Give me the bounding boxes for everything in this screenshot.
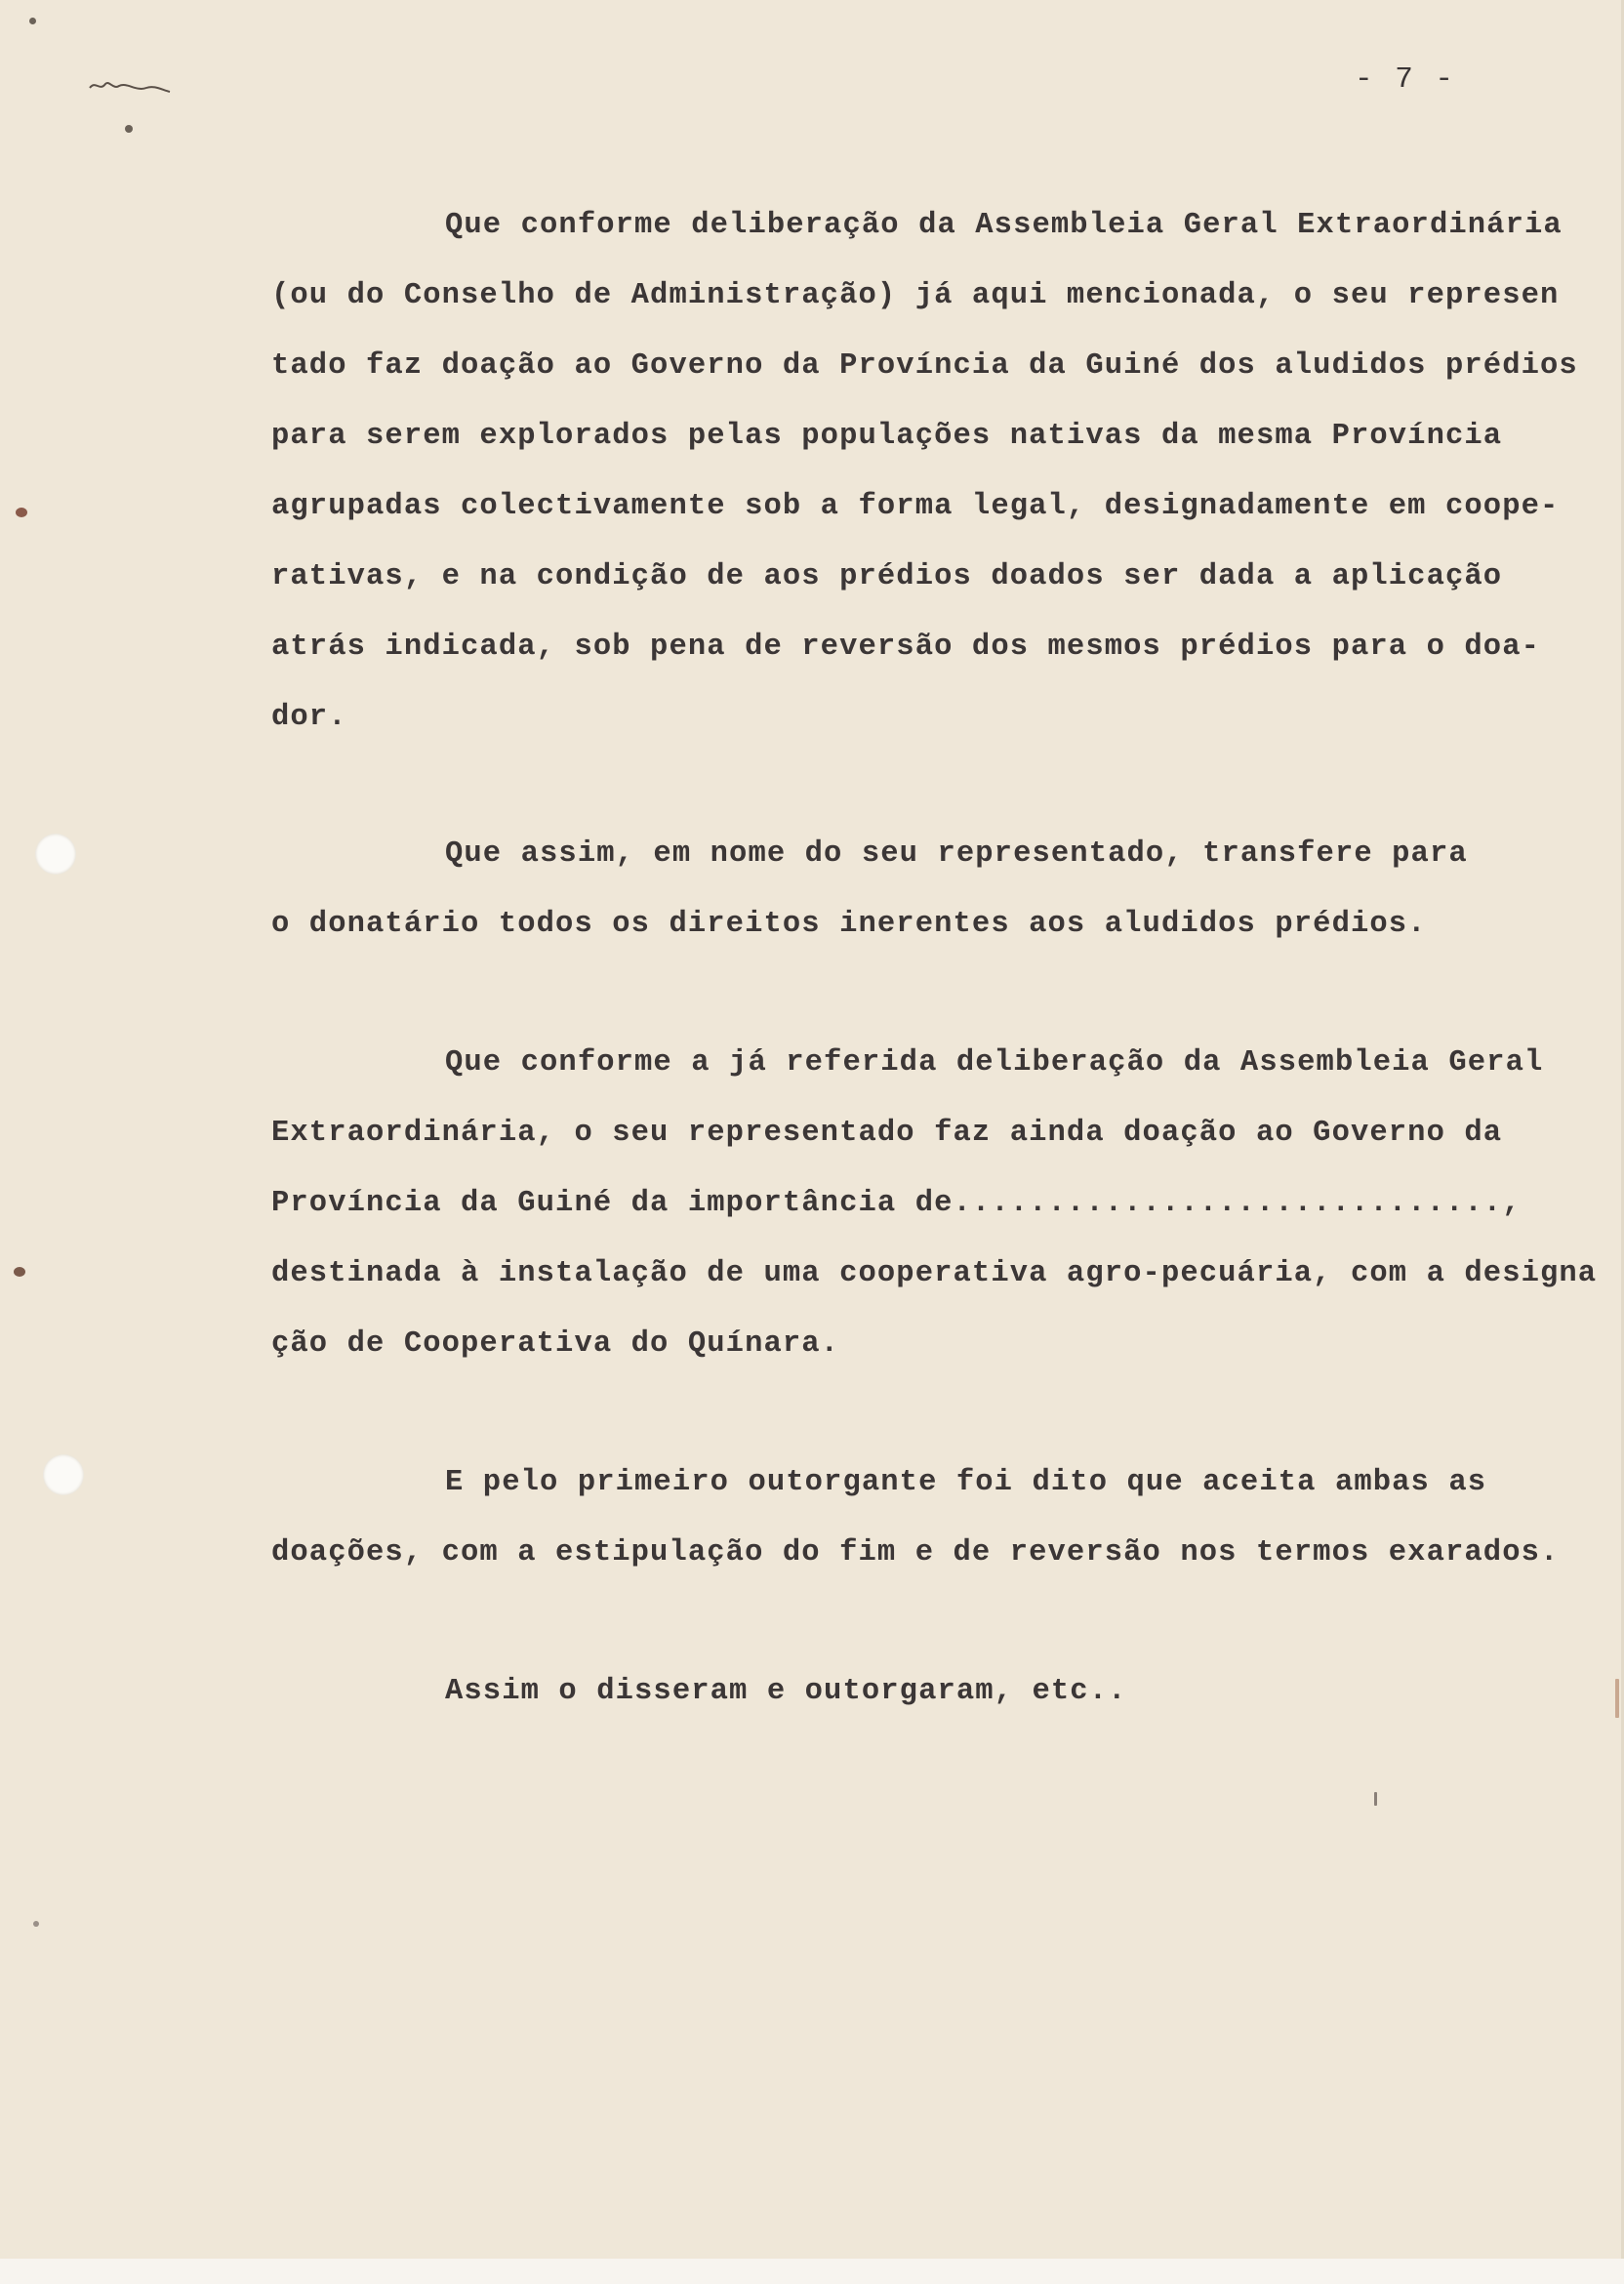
paper-speck — [33, 1921, 39, 1927]
text-line: Extraordinária, o seu representado faz ainda doação ao Governo da — [271, 1117, 1503, 1150]
text-line: ção de Cooperativa do Quínara. — [271, 1327, 840, 1361]
punch-hole — [35, 834, 76, 875]
text-line: Assim o disseram e outorgaram, etc.. — [445, 1675, 1127, 1708]
text-line: (ou do Conselho de Administração) já aqui mencionada, o seu represen — [271, 279, 1560, 312]
paper-speck — [1374, 1792, 1377, 1806]
paper-speck — [14, 1267, 25, 1277]
text-line: Que conforme deliberação da Assembleia Geral Extraordinária — [445, 209, 1563, 242]
text-line: o donatário todos os direitos inerentes aos aludidos prédios. — [271, 908, 1427, 941]
text-line: Que assim, em nome do seu representado, transfere para — [445, 837, 1468, 871]
paper-speck — [125, 125, 133, 133]
handwritten-mark — [86, 74, 174, 103]
page-number: - 7 - — [1355, 62, 1456, 97]
text-line: Que conforme a já referida deliberação da Assembleia Geral — [445, 1046, 1544, 1080]
text-line: destinada à instalação de uma cooperativa agro-pecuária, com a designa — [271, 1257, 1598, 1290]
scan-margin — [0, 2259, 1624, 2284]
paper-speck — [29, 18, 36, 24]
text-line: tado faz doação ao Governo da Província da Guiné dos aludidos prédios — [271, 349, 1578, 383]
paper-speck — [1615, 1679, 1619, 1718]
text-line: rativas, e na condição de aos prédios doados ser dada a aplicação — [271, 560, 1503, 593]
text-line: dor. — [271, 701, 347, 734]
text-line: atrás indicada, sob pena de reversão dos mesmos prédios para o doa- — [271, 631, 1540, 664]
text-line: para serem explorados pelas populações nativas da mesma Província — [271, 420, 1503, 453]
text-line: Província da Guiné da importância de............................., — [271, 1187, 1522, 1220]
text-line: agrupadas colectivamente sob a forma legal, designadamente em coope- — [271, 490, 1560, 523]
punch-hole — [43, 1454, 84, 1495]
paper-speck — [16, 508, 27, 517]
text-line: E pelo primeiro outorgante foi dito que aceita ambas as — [445, 1466, 1487, 1499]
text-line: doações, com a estipulação do fim e de reversão nos termos exarados. — [271, 1536, 1560, 1570]
